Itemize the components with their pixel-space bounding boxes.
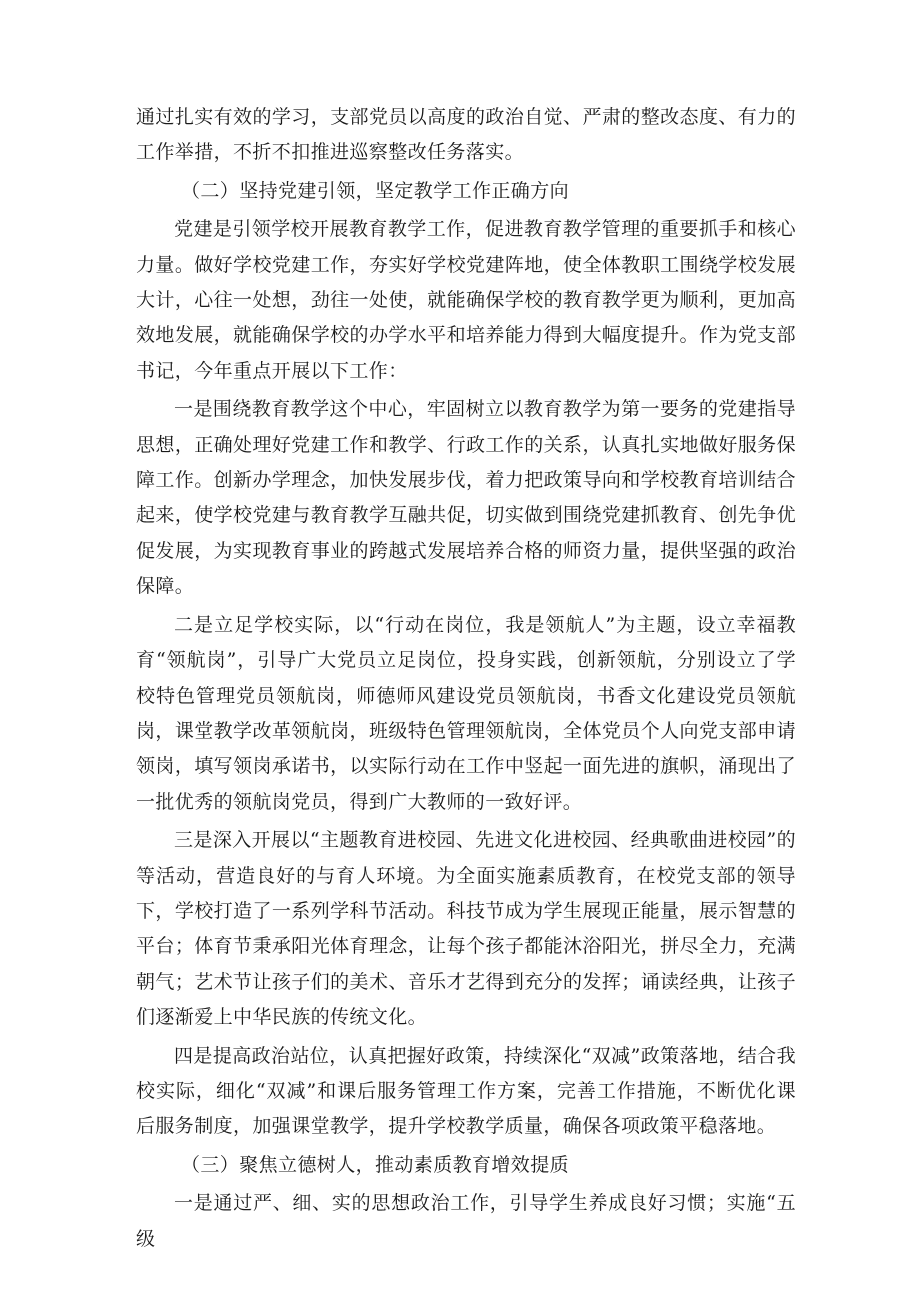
paragraph-party-building: 党建是引领学校开展教育教学工作，促进教育教学管理的重要抓手和核心力量。做好学校党建工作，夯实好学校党建阵地，使全体教职工围绕学校发展大计，心往一处想，劲往一处使，就能确保学校的教育教学更为顺利，更加高效地发展，就能确保学校的办学水平和培养能力得到大幅度提升。作为党支部书记，今年重点开展以下工作： [136, 218, 796, 382]
paragraph-point-three: 三是深入开展以“主题教育进校园、先进文化进校园、经典歌曲进校园”的等活动，营造良好的与育人环境。为全面实施素质教育，在校党支部的领导下，学校打造了一系列学科节活动。科技节成为学生展现正能量，展示智慧的平台；体育节秉承阳光体育理念，让每个孩子都能沐浴阳光，拼尽全力，充满朝气；艺术节让孩子们的美术、音乐才艺得到充分的发挥；诵读经典，让孩子们逐渐爱上中华民族的传统文化。 [136, 829, 796, 1029]
paragraph-point-one: 一是围绕教育教学这个中心，牢固树立以教育教学为第一要务的党建指导思想，正确处理好党建工作和教学、行政工作的关系，认真扎实地做好服务保障工作。创新办学理念，加快发展步伐，着力把政策导向和学校教育培训结合起来，使学校党建与教育教学互融共促，切实做到围绕党建抓教育、创先争优促发展，为实现教育事业的跨越式发展培养合格的师资力量，提供坚强的政治保障。 [136, 398, 796, 598]
paragraph-continuation: 通过扎实有效的学习，支部党员以高度的政治自觉、严肃的整改态度、有力的工作举措，不折不扣推进巡察整改任务落实。 [136, 106, 796, 164]
section-heading-3: （三）聚焦立德树人，推动素质教育增效提质 [181, 1153, 570, 1176]
paragraph-point-two: 二是立足学校实际，以“行动在岗位，我是领航人”为主题，设立幸福教育“领航岗”，引导广大党员立足岗位，投身实践，创新领航，分别设立了学校特色管理党员领航岗，师德师风建设党员领航岗，书香文化建设党员领航岗，课堂教学改革领航岗，班级特色管理领航岗，全体党员个人向党支部申请领岗，填写领岗承诺书，以实际行动在工作中竖起一面先进的旗帜，涌现出了一批优秀的领航岗党员，得到广大教师的一致好评。 [136, 613, 796, 813]
document-body [136, 100, 796, 1257]
paragraph-point-four: 四是提高政治站位，认真把握好政策，持续深化“双减”政策落地，结合我校实际，细化“双减”和课后服务管理工作方案，完善工作措施，不断优化课后服务制度，加强课堂教学，提升学校教学质量，确保各项政策平稳落地。 [136, 1044, 796, 1138]
paragraph-moral-education: 一是通过严、细、实的思想政治工作，引导学生养成良好习惯；实施“五级 [136, 1192, 796, 1250]
section-heading-2: （二）坚持党建引领，坚定教学工作正确方向 [181, 179, 570, 202]
